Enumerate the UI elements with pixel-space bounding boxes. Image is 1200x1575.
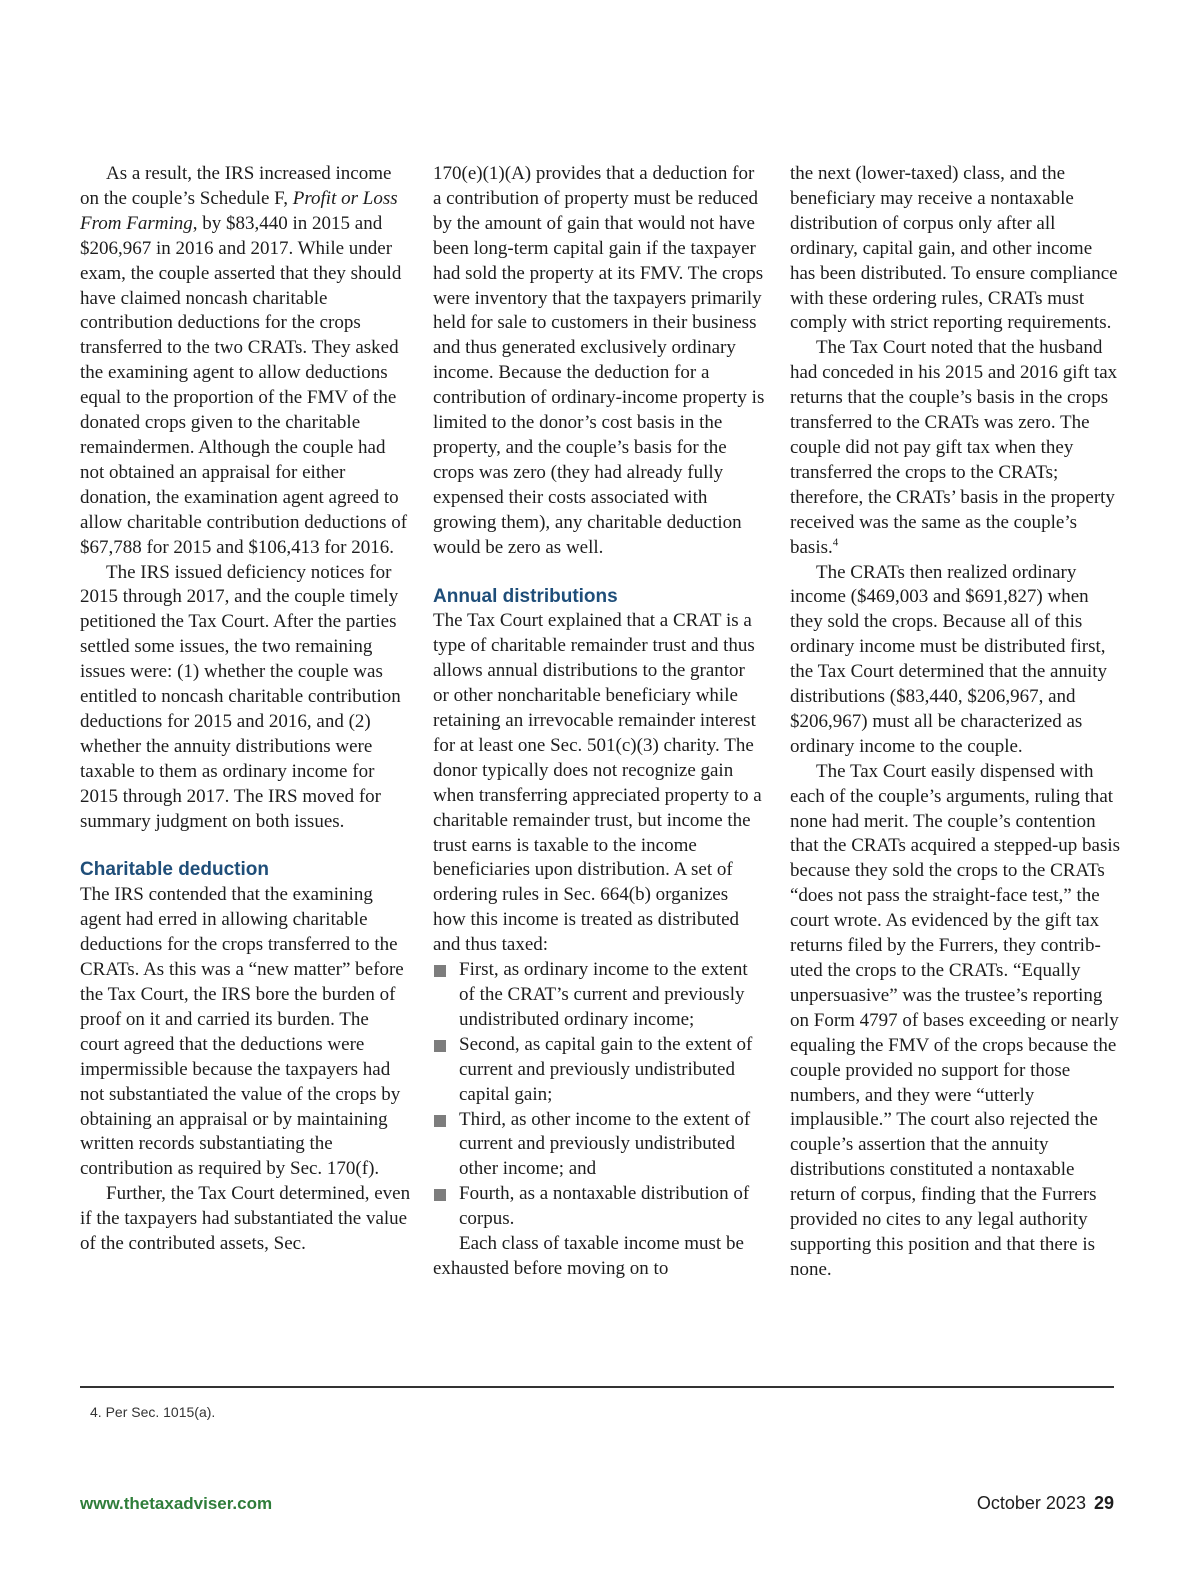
- column-2: [433, 162, 765, 1282]
- paragraph: The IRS issued deficiency notices for 2015 through 2017, and the couple timely petitioned the Tax Court. After the parties settled some issues, the two remaining issues were: (1) whether the couple was entitled to noncash charitable contribution deductions for 2015 and 2016, and (2) whether the annuity distributions were taxable to them as ordinary income for 2015 through 2017. The IRS moved for summary judgment on both issues.: [80, 561, 401, 832]
- paragraph-text: The Tax Court noted that the husband had conceded in his 2015 and 2016 gift tax returns that the couple’s basis in the crops transferred to the CRATs was zero. The couple did not pay gift tax when they transferred the crops to the CRATs; therefore, the CRATs’ basis in the property received was the same as the couple’s basis.: [790, 337, 1118, 558]
- square-bullet-icon: [434, 1040, 446, 1052]
- list-item: [433, 1182, 765, 1232]
- paragraph: Each class of taxable income must be exhausted before moving on to: [433, 1233, 744, 1279]
- square-bullet-icon: [434, 1189, 446, 1201]
- column-3: [790, 162, 1122, 1283]
- paragraph: The Tax Court explained that a CRAT is a type of charitable remainder trust and thus allows annual distributions to the grantor or other noncharitable beneficiary while retaining an irrevocable remainder interest for at least one Sec. 501(c)(3) charity. The donor typically does not recognize gain when transferring appreciated property to a charitable remainder trust, but income the trust earns is taxable to the income beneficiaries upon distribution. A set of ordering rules in Sec. 664(b) organizes how this income is treated as distributed and thus taxed:: [433, 610, 762, 956]
- list-item-text: Third, as other income to the extent of current and previously undistributed other income; and: [459, 1108, 751, 1180]
- paragraph: [790, 336, 1122, 560]
- square-bullet-icon: [434, 965, 446, 977]
- paragraph: the next (lower-taxed) class, and the beneficiary may receive a nontaxable distribution of corpus only after all ordinary, capital gain, and other income has been distributed. To ensure compliance with these ordering rules, CRATs must comply with strict reporting requirements.: [790, 163, 1118, 334]
- footnote: 4. Per Sec. 1015(a).: [90, 1404, 216, 1420]
- list-item-text: Second, as capital gain to the extent of current and previously undistributed capital gain;: [459, 1033, 753, 1105]
- section-heading-annual-distributions: Annual distributions: [433, 585, 618, 607]
- paragraph-text: , by $83,440 in 2015 and $206,967 in 2016 and 2017. While under exam, the couple asserted that they should have claimed noncash charitable contribution deductions for the crops transferred to the two CRATs. They asked the examining agent to allow deductions equal to the proportion of the FMV of the donated crops given to the charitable remaindermen. Although the couple had not obtained an appraisal for either donation, the examination agent agreed to allow charitable contribution deductions of $67,788 for 2015 and $106,413 for 2016.: [80, 212, 408, 558]
- footnote-divider: [80, 1386, 1114, 1388]
- ordering-rules-list: [433, 958, 765, 1232]
- paragraph: Further, the Tax Court determined, even if the taxpayers had substantiated the value of the contributed assets, Sec.: [80, 1183, 411, 1255]
- form-title: Profit or Loss From Farming: [80, 187, 398, 234]
- paragraph: 170(e)(1)(A) provides that a deduction for a contribution of property must be reduced by the amount of gain that would not have been long-term capital gain if the taxpayer had sold the property at its FMV. The crops were inventory that the taxpayers primarily held for sale to customers in their business and thus generated exclusively ordinary income. Because the deduction for a contribution of ordinary-income property is limited to the donor’s cost basis in the property, and the couple’s basis for the crops was zero (they had already fully expensed their costs associated with growing them), any charitable deduction would be zero as well.: [433, 163, 765, 558]
- section-heading-charitable-deduction: Charitable deduction: [80, 859, 269, 881]
- issue-date: October 2023: [976, 1493, 1086, 1513]
- paragraph: The IRS contended that the examining agent had erred in allowing charitable deductions for the crops transferred to the CRATs. As this was a “new matter” before the Tax Court, the IRS bore the burden of proof on it and carried its burden. The court agreed that the deductions were impermissible because the taxpayers had not substantiated the value of the crops by obtaining an appraisal or by maintaining written records substantiating the contribution as required by Sec. 170(f).: [80, 884, 404, 1180]
- paragraph-text: As a result, the IRS increased income on the couple’s Schedule F,: [80, 163, 392, 209]
- footnote-reference[interactable]: 4: [832, 536, 839, 549]
- list-item: [433, 958, 765, 1033]
- list-item-text: First, as ordinary income to the extent of the CRAT’s current and previously undistributed ordinary income;: [459, 959, 748, 1030]
- site-url-link[interactable]: www.thetaxadviser.com: [80, 1494, 273, 1513]
- paragraph: [80, 162, 412, 561]
- paragraph: The CRATs then realized ordinary income ($469,003 and $691,827) when they sold the crops. Because all of this ordinary income must be distributed first, the Tax Court determined that the annuity distributions ($83,440, $206,967, and $206,967) must all be characterized as ordinary income to the couple.: [790, 561, 1108, 757]
- paragraph: The Tax Court easily dispensed with each of the couple’s arguments, ruling that none had merit. The couple’s contention that the CRATs acquired a stepped-up basis because they sold the crops to the CRATs “does not pass the straight-face test,” the court wrote. As evidenced by the gift tax returns filed by the Furrers, they contributed the crops to the CRATs. “Equally unpersuasive” was the trustee’s reporting on Form 4797 of bases exceeding or nearly equaling the FMV of the crops because the couple provided no support for those numbers, and they were “utterly implausible.” The court also rejected the couple’s assertion that the annuity distributions constituted a nontaxable return of corpus, finding that the Furrers provided no cites to any legal authority supporting this position and that there is none.: [790, 760, 1121, 1280]
- list-item: [433, 1108, 765, 1183]
- page-number: 29: [1093, 1493, 1114, 1513]
- list-item: [433, 1033, 765, 1108]
- page-folio: [977, 1493, 1114, 1514]
- square-bullet-icon: [434, 1115, 446, 1127]
- column-1: [80, 162, 412, 1257]
- list-item-text: Fourth, as a nontaxable distribution of corpus.: [459, 1183, 750, 1230]
